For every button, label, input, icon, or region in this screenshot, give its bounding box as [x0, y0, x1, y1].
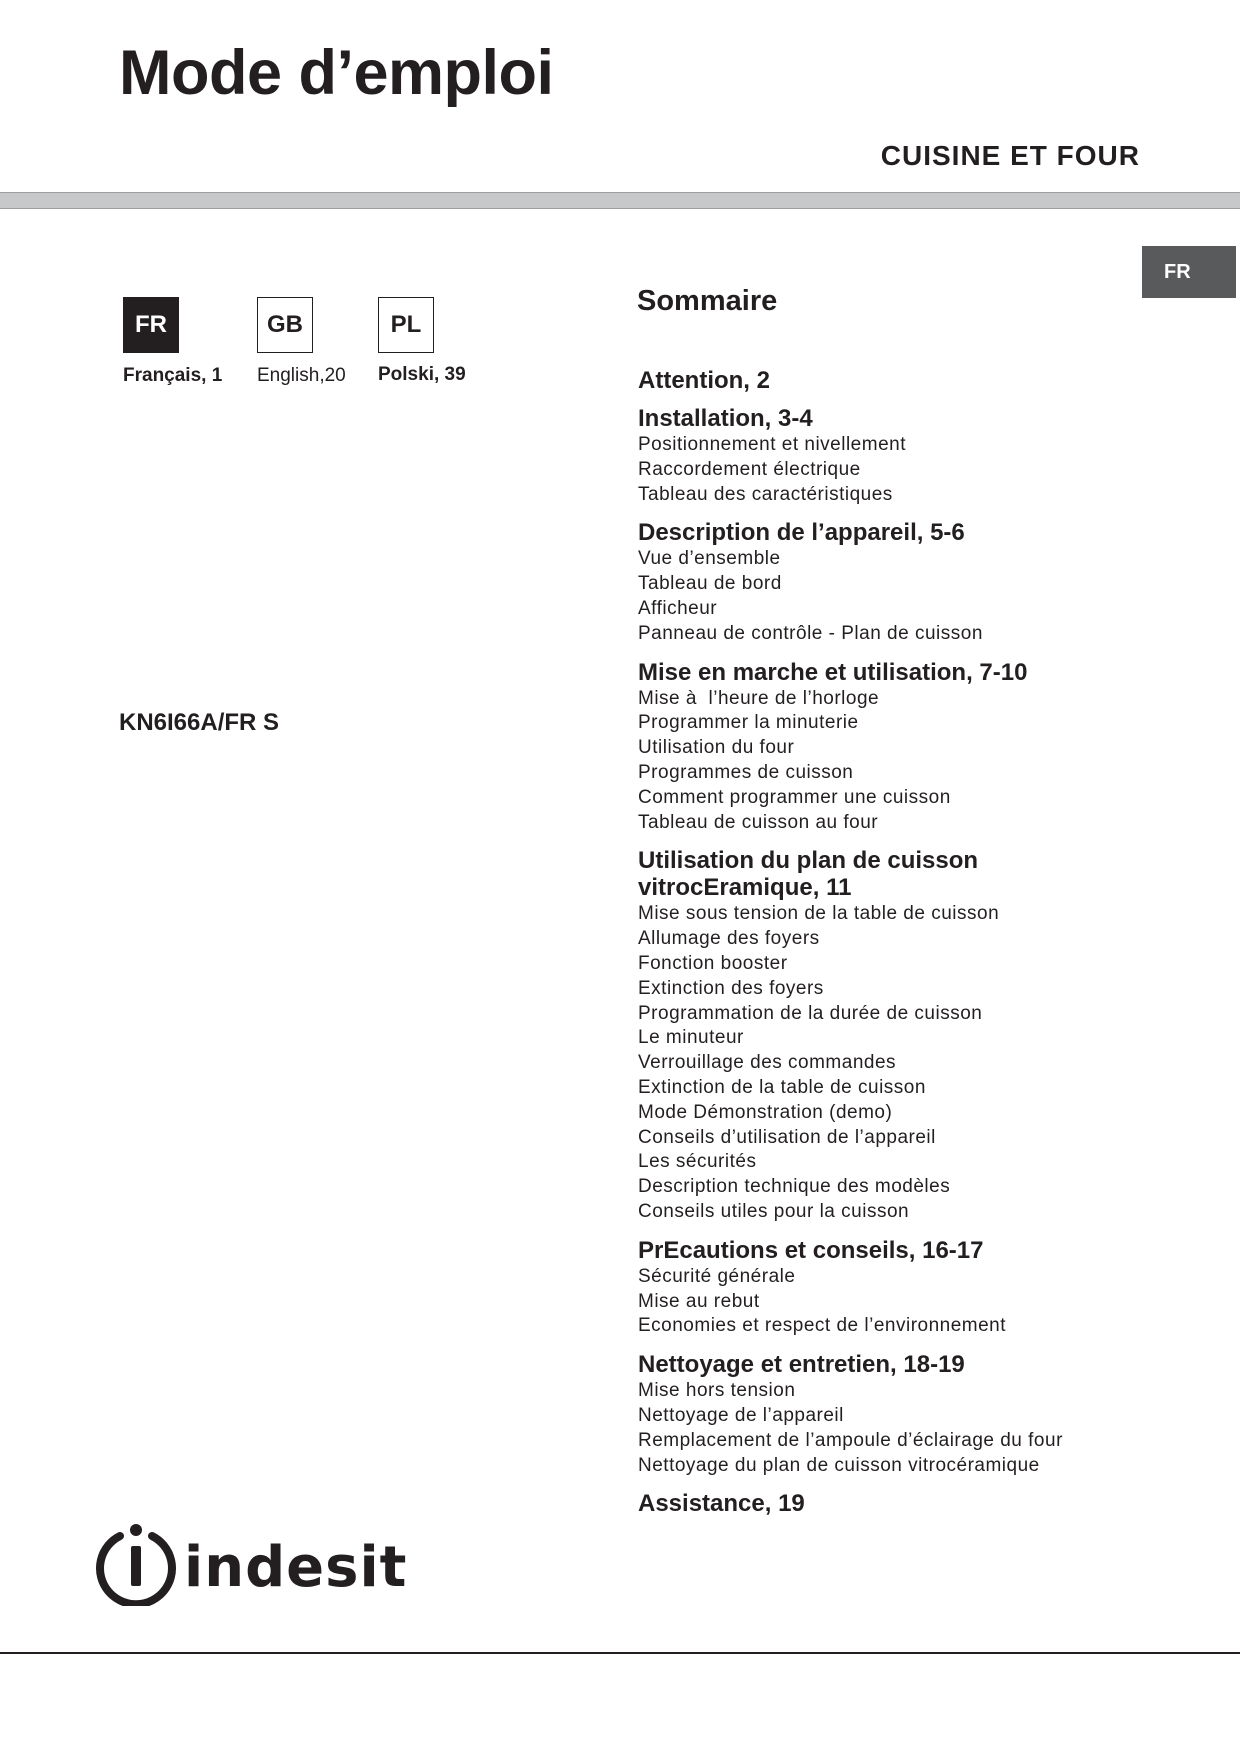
- toc-section-precautions: [638, 1238, 1198, 1339]
- toc-section-title: PrEcautions et conseils, 16-17: [638, 1236, 984, 1264]
- toc-item: Mise hors tension: [638, 1380, 796, 1402]
- toc-item: Verrouillage des commandes: [638, 1052, 897, 1074]
- toc-section-assistance: [638, 1491, 1198, 1516]
- toc-item: Conseils d’utilisation de l’appareil: [638, 1126, 936, 1148]
- toc-section-title: Assistance, 19: [638, 1490, 805, 1518]
- toc-item: Vue d’ensemble: [638, 548, 781, 570]
- toc-item: Panneau de contrôle - Plan de cuisson: [638, 622, 983, 644]
- toc-section-installation: [638, 406, 1198, 507]
- document-subtitle: CUISINE ET FOUR: [880, 140, 1140, 171]
- toc-item: Programmer la minuterie: [638, 712, 859, 734]
- footer-divider: [0, 1652, 1240, 1654]
- toc-item: Economies et respect de l’environnement: [638, 1315, 1007, 1337]
- toc-item: Afficheur: [638, 597, 718, 619]
- language-option-fr[interactable]: [123, 297, 222, 387]
- document-title: Mode d’emploi: [119, 38, 554, 108]
- language-label: Français, 1: [123, 365, 223, 386]
- toc-item: Mise au rebut: [638, 1290, 760, 1312]
- toc-section-nettoyage: [638, 1352, 1198, 1478]
- toc-item: Nettoyage du plan de cuisson vitrocéramique: [638, 1454, 1040, 1476]
- toc-section-title: Utilisation du plan de cuisson: [638, 847, 979, 875]
- header-divider-bar: [0, 192, 1240, 209]
- toc-section-title: Mise en marche et utilisation, 7-10: [638, 658, 1028, 686]
- toc-section-title: Description de l’appareil, 5-6: [638, 519, 965, 547]
- toc-heading: Sommaire: [637, 285, 778, 317]
- toc-section-plan-de-cuisson: [638, 848, 1198, 1224]
- language-option-pl[interactable]: [378, 297, 466, 386]
- toc-item: Allumage des foyers: [638, 928, 820, 950]
- toc-item: Sécurité générale: [638, 1265, 796, 1287]
- toc-item: Tableau de cuisson au four: [638, 811, 879, 833]
- toc-item: Extinction de la table de cuisson: [638, 1076, 926, 1098]
- toc-item: Mode Démonstration (demo): [638, 1101, 893, 1123]
- toc-item: Tableau des caractéristiques: [638, 483, 893, 505]
- toc-item: Fonction booster: [638, 952, 788, 974]
- toc-item: Programmation de la durée de cuisson: [638, 1002, 983, 1024]
- toc-item: Mise sous tension de la table de cuisson: [638, 903, 1000, 925]
- toc-item: Le minuteur: [638, 1027, 744, 1049]
- toc-item: Positionnement et nivellement: [638, 434, 906, 455]
- language-option-gb[interactable]: [257, 297, 346, 387]
- toc-section-mise-en-marche: [638, 660, 1198, 836]
- toc-section-title: Nettoyage et entretien, 18-19: [638, 1351, 965, 1379]
- toc-item: Utilisation du four: [638, 737, 795, 759]
- toc-item: Les sécurités: [638, 1151, 757, 1173]
- toc-section-description: [638, 520, 1198, 646]
- toc-item: Programmes de cuisson: [638, 761, 854, 783]
- toc-item: Mise à l’heure de l’horloge: [638, 687, 880, 709]
- toc-item: Conseils utiles pour la cuisson: [638, 1200, 910, 1222]
- toc-item: Nettoyage de l’appareil: [638, 1404, 844, 1426]
- toc-section-title: Attention, 2: [638, 367, 770, 394]
- brand-wordmark: indesit: [184, 1535, 408, 1600]
- table-of-contents: [638, 368, 1198, 1529]
- toc-item: Remplacement de l’ampoule d’éclairage du four: [638, 1429, 1063, 1451]
- toc-item: Comment programmer une cuisson: [638, 786, 951, 808]
- toc-item: Extinction des foyers: [638, 977, 824, 999]
- language-code-badge: FR: [123, 297, 179, 353]
- model-number: KN6I66A/FR S: [119, 709, 280, 736]
- language-code-badge: PL: [378, 297, 434, 353]
- toc-section-attention: [638, 368, 1198, 393]
- language-tab-fr: FR: [1142, 246, 1236, 298]
- toc-item: Raccordement électrique: [638, 458, 861, 480]
- language-label: English,20: [257, 365, 346, 386]
- toc-section-title: Installation, 3-4: [638, 405, 813, 432]
- toc-item: Tableau de bord: [638, 573, 782, 595]
- toc-section-title-continued: vitrocEramique, 11: [638, 874, 852, 902]
- indesit-i-logo-icon: [94, 1522, 178, 1606]
- language-code-badge: GB: [257, 297, 313, 353]
- toc-item: Description technique des modèles: [638, 1176, 951, 1198]
- language-label: Polski, 39: [378, 364, 466, 385]
